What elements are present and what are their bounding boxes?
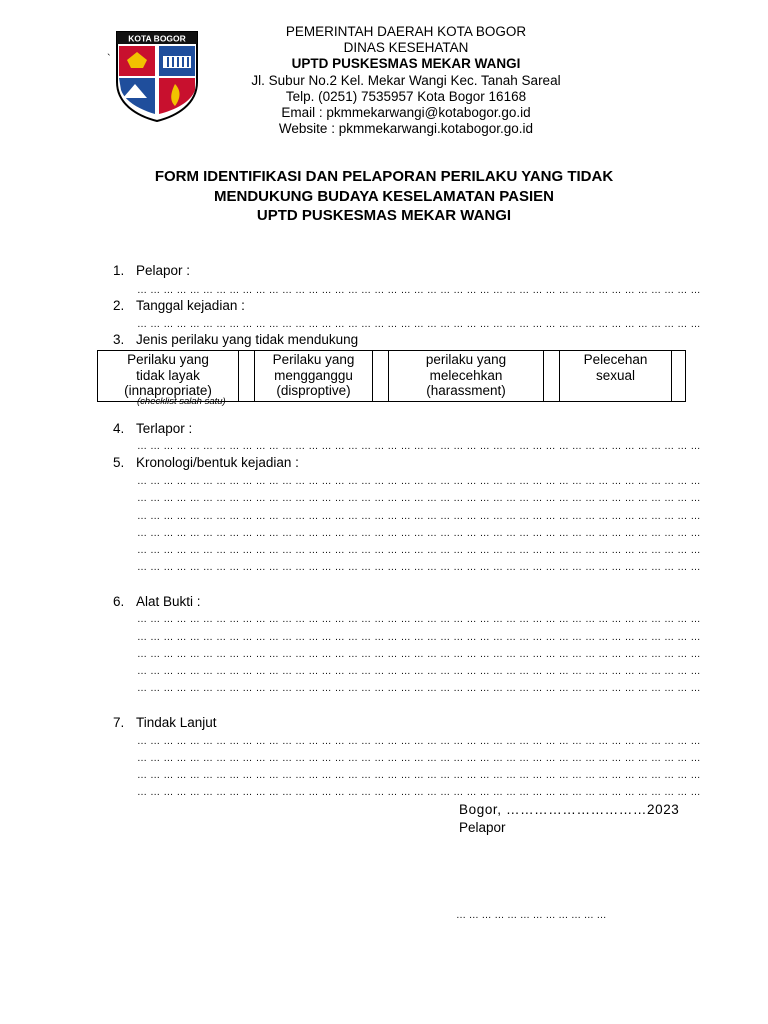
- answer-line-follow-up[interactable]: … … … … … … … … … … … … … … … … … … … … … … … … … … … … … … … … … … … … … … … … … … …: [137, 753, 701, 764]
- header-phone: Telp. (0251) 7535957 Kota Bogor 16168: [285, 88, 527, 104]
- header-website: Website : pkmmekarwangi.kotabogor.go.id: [278, 121, 534, 137]
- letterhead: [220, 24, 592, 137]
- answer-line-follow-up[interactable]: … … … … … … … … … … … … … … … … … … … … … … … … … … … … … … … … … … … … … … … … … … …: [137, 770, 701, 781]
- checkbox-disruptive[interactable]: [373, 351, 389, 402]
- question-reporter: 1. Pelapor :: [113, 263, 191, 278]
- header-department: DINAS KESEHATAN: [343, 40, 469, 56]
- checkbox-inappropriate[interactable]: [239, 351, 255, 402]
- answer-line-chronology[interactable]: … … … … … … … … … … … … … … … … … … … … … … … … … … … … … … … … … … … … … … … … … … …: [137, 511, 701, 522]
- question-behavior-type: 3. Jenis perilaku yang tidak mendukung: [113, 332, 359, 347]
- checkbox-harassment[interactable]: [544, 351, 560, 402]
- signature-place-date: Bogor, …………………………2023: [459, 802, 680, 817]
- behavior-choice-table: [97, 350, 686, 402]
- header-email: Email : pkmmekarwangi@kotabogor.go.id: [281, 105, 531, 121]
- answer-line-follow-up[interactable]: … … … … … … … … … … … … … … … … … … … … … … … … … … … … … … … … … … … … … … … … … … …: [137, 787, 701, 798]
- answer-line-chronology[interactable]: … … … … … … … … … … … … … … … … … … … … … … … … … … … … … … … … … … … … … … … … … … …: [137, 545, 701, 556]
- answer-line-chronology[interactable]: … … … … … … … … … … … … … … … … … … … … … … … … … … … … … … … … … … … … … … … … … … …: [137, 476, 701, 487]
- answer-line-follow-up[interactable]: … … … … … … … … … … … … … … … … … … … … … … … … … … … … … … … … … … … … … … … … … … …: [137, 736, 701, 747]
- signature-name-line[interactable]: … … … … … … … … … … … …: [456, 910, 607, 921]
- answer-line-incident-date[interactable]: … … … … … … … … … … … … … … … … … … … … … … … … … … … … … … … … … … … … … … … … … … …: [137, 319, 701, 330]
- answer-line-evidence[interactable]: … … … … … … … … … … … … … … … … … … … … … … … … … … … … … … … … … … … … … … … … … … …: [137, 683, 701, 694]
- answer-line-reported-person[interactable]: … … … … … … … … … … … … … … … … … … … … … … … … … … … … … … … … … … … … … … … … … … …: [137, 441, 701, 452]
- header-institution: UPTD PUSKESMAS MEKAR WANGI: [291, 56, 521, 72]
- header-government: PEMERINTAH DAERAH KOTA BOGOR: [285, 24, 527, 39]
- answer-line-evidence[interactable]: … … … … … … … … … … … … … … … … … … … … … … … … … … … … … … … … … … … … … … … … … … …: [137, 632, 701, 643]
- kota-bogor-logo: [115, 30, 199, 122]
- answer-line-chronology[interactable]: … … … … … … … … … … … … … … … … … … … … … … … … … … … … … … … … … … … … … … … … … … …: [137, 528, 701, 539]
- answer-line-reporter[interactable]: … … … … … … … … … … … … … … … … … … … … … … … … … … … … … … … … … … … … … … … … … … …: [137, 285, 701, 296]
- question-chronology: 5. Kronologi/bentuk kejadian :: [113, 455, 299, 470]
- form-title: [60, 167, 708, 226]
- question-incident-date: 2. Tanggal kejadian :: [113, 298, 245, 313]
- answer-line-chronology[interactable]: … … … … … … … … … … … … … … … … … … … … … … … … … … … … … … … … … … … … … … … … … … …: [137, 562, 701, 573]
- answer-line-evidence[interactable]: … … … … … … … … … … … … … … … … … … … … … … … … … … … … … … … … … … … … … … … … … … …: [137, 649, 701, 660]
- header-address: Jl. Subur No.2 Kel. Mekar Wangi Kec. Tanah Sareal: [251, 72, 561, 88]
- question-reported-person: 4. Terlapor :: [113, 421, 193, 436]
- question-follow-up: 7. Tindak Lanjut: [113, 715, 217, 730]
- stray-tick-mark: `: [107, 53, 111, 65]
- form-title-line-1: FORM IDENTIFIKASI DAN PELAPORAN PERILAKU YANG TIDAK: [154, 168, 614, 185]
- form-title-line-2: MENDUKUNG BUDAYA KESELAMATAN PASIEN: [213, 187, 555, 205]
- question-evidence: 6. Alat Bukti :: [113, 594, 201, 609]
- choice-disruptive: Perilaku yang mengganggu (disproptive): [255, 351, 373, 402]
- choice-harassment: perilaku yang melecehkan (harassment): [389, 351, 544, 402]
- svg-text:KOTA BOGOR: KOTA BOGOR: [128, 33, 186, 44]
- form-title-line-3: UPTD PUSKESMAS MEKAR WANGI: [256, 207, 512, 224]
- answer-line-evidence[interactable]: … … … … … … … … … … … … … … … … … … … … … … … … … … … … … … … … … … … … … … … … … … …: [137, 614, 701, 625]
- choice-inappropriate: Perilaku yang tidak layak (innapropriate): [98, 351, 239, 402]
- checkbox-sexual-harassment[interactable]: [672, 351, 686, 402]
- answer-line-evidence[interactable]: … … … … … … … … … … … … … … … … … … … … … … … … … … … … … … … … … … … … … … … … … … …: [137, 666, 701, 677]
- answer-line-chronology[interactable]: … … … … … … … … … … … … … … … … … … … … … … … … … … … … … … … … … … … … … … … … … … …: [137, 493, 701, 504]
- choice-sexual-harassment: Pelecehan sexual: [560, 351, 672, 402]
- signature-role: Pelapor: [459, 820, 506, 835]
- checklist-note: (checklist salah satu): [137, 396, 226, 407]
